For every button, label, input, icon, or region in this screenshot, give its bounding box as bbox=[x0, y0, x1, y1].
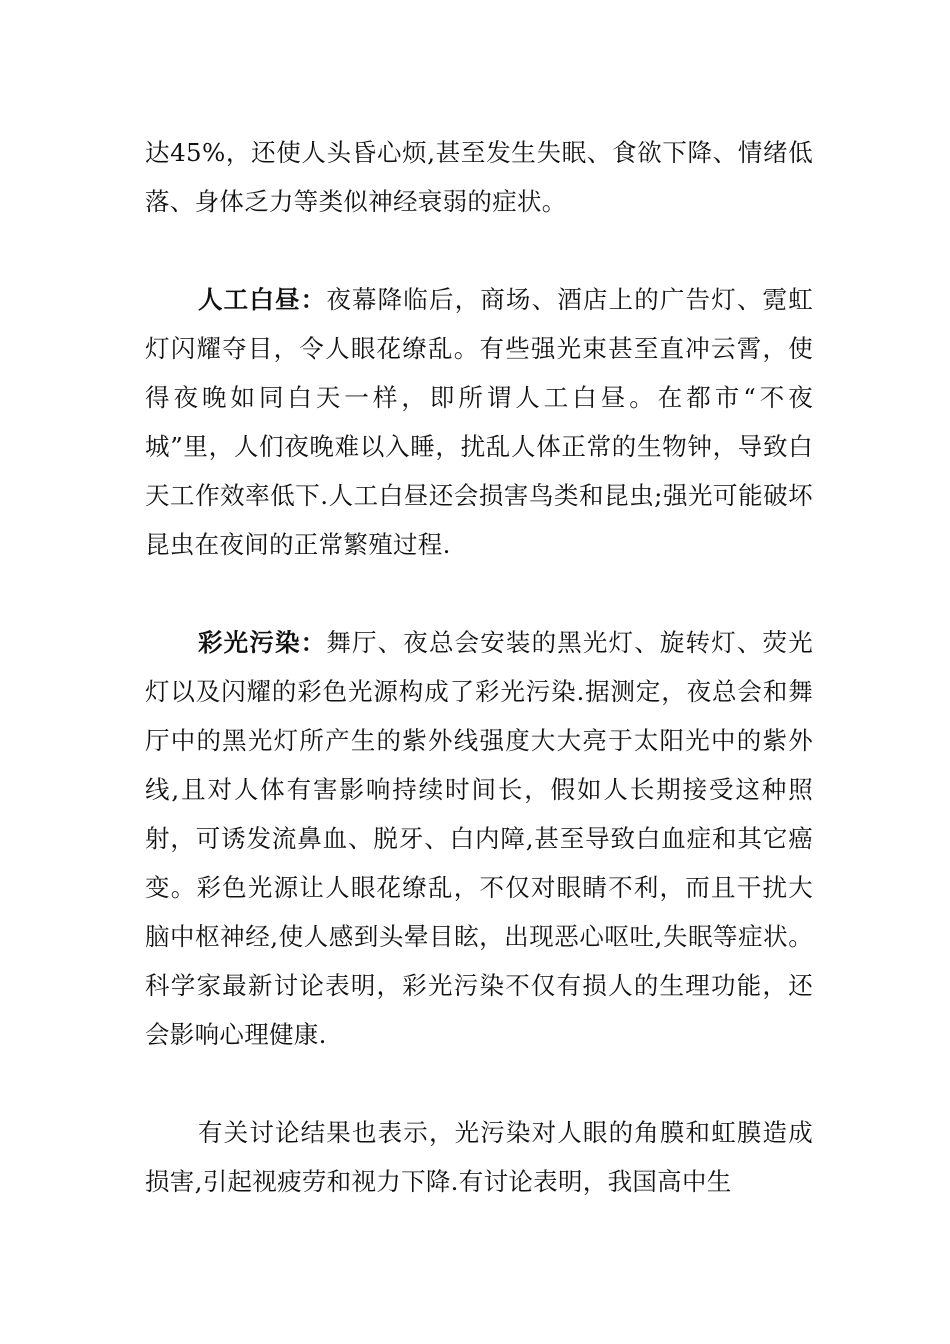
document-page bbox=[145, 128, 813, 1206]
paragraph-text: 舞厅、夜总会安装的黑光灯、旋转灯、荧光灯以及闪耀的彩色光源构成了彩光污染.据测定，夜总会和舞厅中的黑光灯所产生的紫外线强度大大亮于太阳光中的紫外线,且对人体有害影响持续时间长，假如人长期接受这种照射，可诱发流鼻血、脱牙、白内障,甚至导致白血症和其它癌变。彩色光源让人眼花缭乱，不仅对眼睛不利，而且干扰大脑中枢神经,使人感到头晕目眩，出现恶心呕吐,失眠等症状。科学家最新讨论表明，彩光污染不仅有损人的生理功能，还会影响心理健康. bbox=[145, 628, 814, 1049]
paragraph-artificial-daylight bbox=[145, 275, 813, 569]
paragraph-continuation bbox=[145, 128, 813, 226]
paragraph-text: 有关讨论结果也表示，光污染对人眼的角膜和虹膜造成损害,引起视疲劳和视力下降.有讨论表明，我国高中生 bbox=[145, 1118, 813, 1196]
paragraph-gap bbox=[145, 1059, 813, 1108]
paragraph-text: 夜幕降临后，商场、酒店上的广告灯、霓虹灯闪耀夺目，令人眼花缭乱。有些强光束甚至直冲云霄，使得夜晚如同白天一样，即所谓人工白昼。在都市“不夜城”里，人们夜晚难以入睡，扰乱人体正常的生物钟，导致白天工作效率低下.人工白昼还会损害鸟类和昆虫;强光可能破坏昆虫在夜间的正常繁殖过程. bbox=[145, 285, 814, 559]
paragraph-gap bbox=[145, 569, 813, 618]
paragraph-color-light-pollution bbox=[145, 618, 813, 1059]
section-term: 彩光污染： bbox=[198, 628, 327, 657]
section-term: 人工白昼： bbox=[198, 285, 327, 314]
paragraph-research-results bbox=[145, 1108, 813, 1206]
paragraph-gap bbox=[145, 226, 813, 275]
paragraph-text: 达45%，还使人头昏心烦,甚至发生失眠、食欲下降、情绪低落、身体乏力等类似神经衰弱的症状。 bbox=[145, 138, 813, 216]
